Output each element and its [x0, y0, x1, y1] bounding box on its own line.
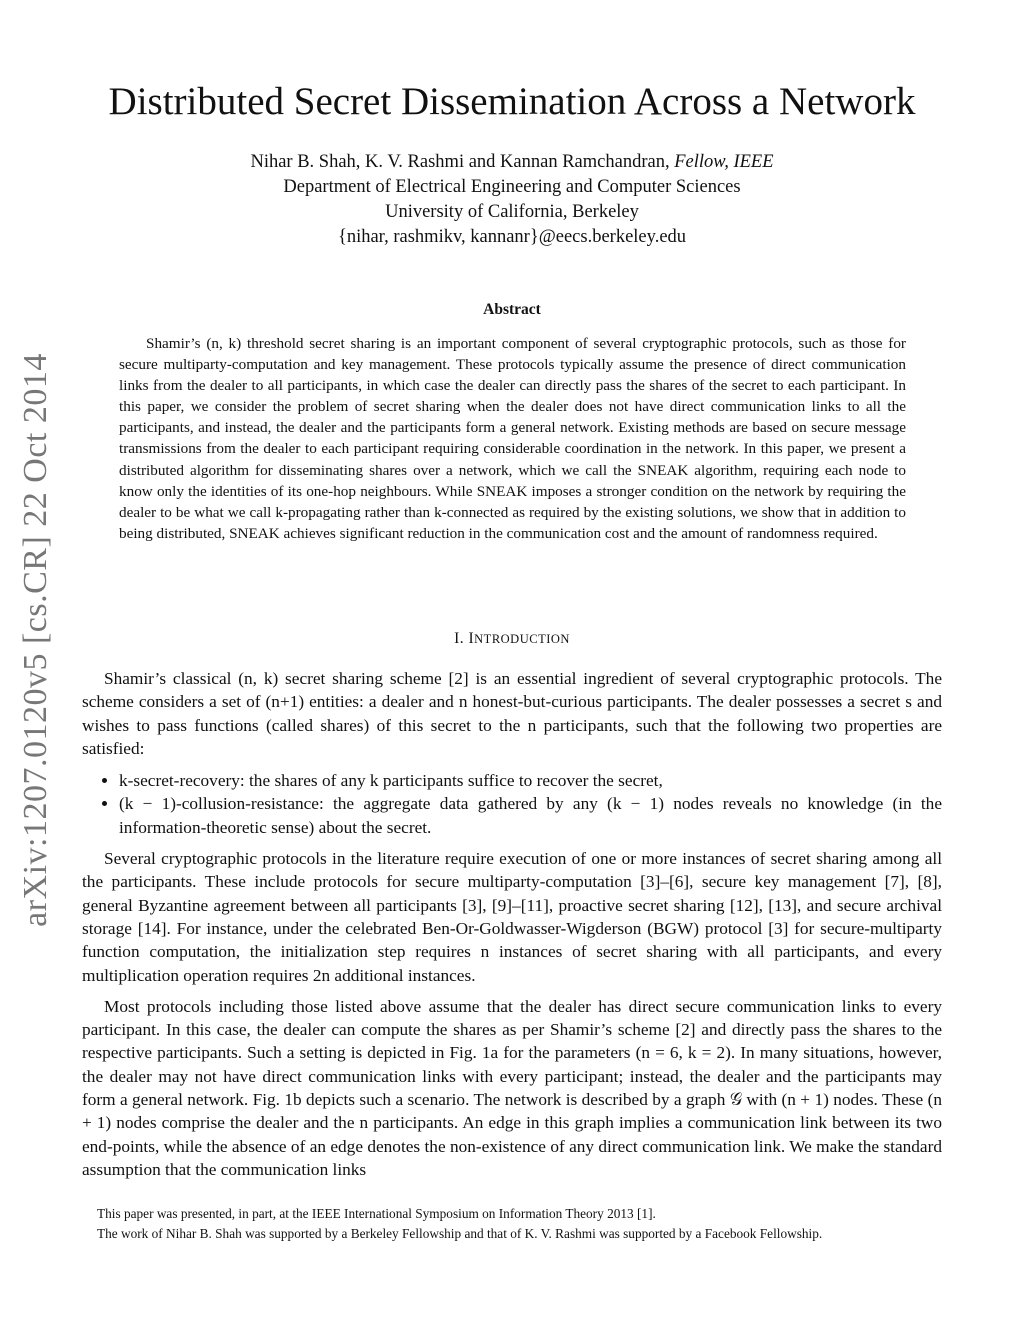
paragraph-2: Several cryptographic protocols in the literature require execution of one or more instances of secret sharing among all the participants. These include protocols for secure multiparty-computation [3]–[6], secure key management [7], [8], general Byzantine agreement between all participants [3], [9]–[11], proactive secret sharing [12], [13], and secure archival storage [14]. For instance, under the celebrated Ben-Or-Goldwasser-Wigderson (BGW) protocol [3] for secure-multiparty function computation, the initialization step requires n instances of secret sharing with all participants, and every multiplication operation requires 2n additional instances.	[82, 849, 942, 985]
author-block	[0, 150, 1024, 250]
university: University of California, Berkeley	[385, 202, 639, 222]
section-heading	[0, 630, 1024, 648]
author-line	[0, 150, 1024, 175]
email: {nihar, rashmikv, kannanr}@eecs.berkeley.edu	[337, 227, 687, 247]
property-list	[82, 769, 942, 839]
arxiv-id: arXiv:1207.0120v5 [cs.CR] 22 Oct 2014	[17, 353, 54, 927]
paragraph-3: Most protocols including those listed above assume that the dealer has direct secure communication links to every participant. In this case, the dealer can compute the shares as per Shamir’s scheme [2] and directly pass the shares to the respective participants. Such a setting is depicted in Fig. 1a for the parameters (n = 6, k = 2). In many situations, however, the dealer may not have direct communication links with every participant; instead, the dealer and the participants may form a general network. Fig. 1b depicts such a scenario. The network is described by a graph 𝒢 with (n + 1) nodes. These (n + 1) nodes comprise the dealer and the n participants. An edge in this graph implies a communication link between its two end-points, while the absence of an edge denotes the non-existence of any direct communication link. We make the standard assumption that the communication links	[82, 996, 942, 1179]
footnotes	[82, 1204, 952, 1243]
author-names: Nihar B. Shah, K. V. Rashmi and Kannan Ramchandran,	[250, 152, 670, 172]
section-title-rest: NTRODUCTION	[474, 632, 570, 646]
department: Department of Electrical Engineering and Computer Sciences	[283, 177, 741, 197]
abstract-heading: Abstract	[483, 301, 541, 318]
paper-title: Distributed Secret Dissemination Across a Network	[108, 80, 916, 123]
abstract-text: Shamir’s (n, k) threshold secret sharing is an important component of several cryptographic protocols, such as those for secure multiparty-computation and key management. These protocols typically assume the presence of direct communication links from the dealer to all participants, in which case the dealer can directly pass the shares of the secret to each participant. In this paper, we consider the problem of secret sharing when the dealer does not have direct communication links to all the participants, and instead, the dealer and the participants form a general network. Existing methods are based on secure message transmissions from the dealer to each participant requiring considerable coordination in the network. In this paper, we present a distributed algorithm for disseminating shares over a network, which we call the SNEAK algorithm, requiring each node to know only the identities of its one-hop neighbours. While SNEAK imposes a stronger condition on the network by requiring the dealer to be what we call k-propagating rather than k-connected as required by the existing solutions, we show that in addition to being distributed, SNEAK achieves significant reduction in the communication cost and the amount of randomness required.	[119, 335, 906, 542]
footnote-2: The work of Nihar B. Shah was supported by a Berkeley Fellowship and that of K. V. Rashmi was supported by a Facebook Fellowship.	[97, 1225, 823, 1241]
fellow-note: Fellow, IEEE	[674, 152, 774, 172]
section-first-letter: I	[468, 630, 475, 647]
paragraph-1: Shamir’s classical (n, k) secret sharing scheme [2] is an essential ingredient of several cryptographic protocols. The scheme considers a set of (n+1) entities: a dealer and n honest-but-curious participants. The dealer possesses a secret s and wishes to pass functions (called shares) of this secret to the n participants, such that the following two properties are satisfied:	[82, 669, 942, 758]
section-number: I.	[454, 630, 465, 647]
list-item: • (k − 1)-collusion-resistance: the aggregate data gathered by any (k − 1) nodes reveals no knowledge (in the information-theoretic sense) about the secret.	[119, 792, 942, 839]
list-item: • k-secret-recovery: the shares of any k participants suffice to recover the secret,	[119, 769, 942, 792]
footnote-1: This paper was presented, in part, at the IEEE International Symposium on Information Theory 2013 [1].	[97, 1206, 656, 1221]
body-text	[82, 667, 942, 1181]
